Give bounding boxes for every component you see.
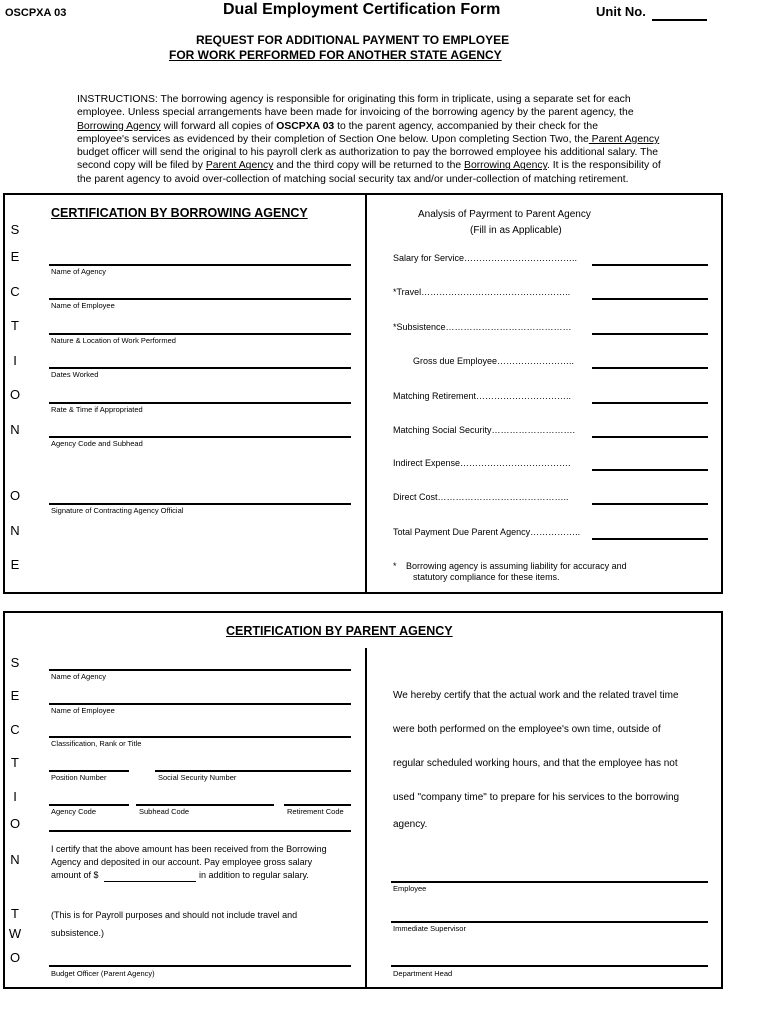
- analysis-subtitle: (Fill in as Applicable): [470, 225, 562, 236]
- section-two-letter: T: [11, 906, 19, 921]
- field-label: Subhead Code: [139, 807, 190, 816]
- dates-worked-field[interactable]: [49, 367, 351, 369]
- field-label: Dates Worked: [51, 370, 99, 379]
- analysis-item: *Travel…………………………………………..: [393, 287, 571, 297]
- agency-code-field[interactable]: [49, 804, 129, 806]
- subsistence-amount-field[interactable]: [592, 333, 708, 335]
- section-two-letter: I: [13, 789, 17, 804]
- payroll-note-2: subsistence.): [51, 928, 105, 938]
- section-two-letter: O: [9, 816, 21, 831]
- social-security-number-field[interactable]: [155, 770, 351, 772]
- section-one-divider: [365, 193, 367, 594]
- field-label: Agency Code and Subhead: [51, 439, 143, 448]
- total-payment-amount-field[interactable]: [592, 538, 708, 540]
- analysis-item: Salary for Service………………………………..: [393, 253, 578, 263]
- field-label: Nature & Location of Work Performed: [51, 336, 176, 345]
- field-label: Immediate Supervisor: [393, 924, 466, 933]
- form-title: Dual Employment Certification Form: [223, 1, 501, 18]
- section-one-letter: E: [10, 249, 20, 264]
- section-two-letter: N: [10, 852, 20, 867]
- position-number-field[interactable]: [49, 770, 129, 772]
- nature-location-field[interactable]: [49, 333, 351, 335]
- field-label: Name of Agency: [51, 672, 107, 681]
- field-label: Name of Employee: [51, 301, 115, 310]
- receipt-line-1: I certify that the above amount has been received from the Borrowing: [51, 844, 327, 854]
- section-one-letter: S: [10, 222, 20, 237]
- analysis-item: Matching Retirement…………………………..: [393, 391, 572, 401]
- gross-salary-amount-field[interactable]: [104, 881, 196, 882]
- field-label: Signature of Contracting Agency Official: [51, 506, 184, 515]
- analysis-item: Indirect Expense……………………………….: [393, 458, 571, 468]
- parent-employee-name-field[interactable]: [49, 703, 351, 705]
- parent-agency-ref: Parent Agency: [588, 133, 660, 145]
- section-one-letter: O: [9, 488, 21, 503]
- analysis-title: Analysis of Payrment to Parent Agency: [418, 209, 591, 220]
- receipt-line-3: in addition to regular salary.: [199, 870, 309, 880]
- section-one: [3, 193, 723, 594]
- subtitle-2: FOR WORK PERFORMED FOR ANOTHER STATE AGENCY: [169, 48, 502, 62]
- gross-due-amount-field[interactable]: [592, 367, 708, 369]
- subhead-code-field[interactable]: [136, 804, 274, 806]
- analysis-item: *Subsistence……………………………………: [393, 322, 572, 332]
- section-two-letter: T: [11, 755, 19, 770]
- section-two-letter: O: [9, 950, 21, 965]
- section-two-divider: [365, 648, 367, 989]
- analysis-item: Direct Cost……………………………………..: [393, 492, 569, 502]
- field-label: Agency Code: [51, 807, 97, 816]
- parent-agency-name-field[interactable]: [49, 669, 351, 671]
- analysis-item: Matching Social Security……………………….: [393, 425, 576, 435]
- indirect-expense-amount-field[interactable]: [592, 469, 708, 471]
- section-two-letter: W: [8, 926, 22, 941]
- section-one-letter: E: [10, 557, 20, 572]
- subtitle-1: REQUEST FOR ADDITIONAL PAYMENT TO EMPLOYEE: [196, 33, 510, 47]
- receipt-amount-label: amount of $: [51, 870, 99, 880]
- section-one-letter: C: [10, 284, 20, 299]
- field-label: Department Head: [393, 969, 453, 978]
- note-line-2: statutory compliance for these items.: [413, 572, 560, 582]
- section-one-letter: N: [10, 523, 20, 538]
- section-one-letter: O: [9, 387, 21, 402]
- section-two-heading: CERTIFICATION BY PARENT AGENCY: [226, 624, 453, 638]
- payroll-note-1: (This is for Payroll purposes and should not include travel and: [51, 910, 298, 920]
- section-one-letter: I: [13, 353, 17, 368]
- analysis-item: Total Payment Due Parent Agency……………..: [393, 527, 581, 537]
- travel-amount-field[interactable]: [592, 298, 708, 300]
- field-label: Rate & Time if Appropriated: [51, 405, 143, 414]
- section-one-heading: CERTIFICATION BY BORROWING AGENCY: [51, 206, 308, 220]
- field-label: Position Number: [51, 773, 107, 782]
- section-two-letter: S: [10, 655, 20, 670]
- note-asterisk: *: [393, 561, 397, 571]
- rate-time-field[interactable]: [49, 402, 351, 404]
- field-label: Name of Agency: [51, 267, 107, 276]
- field-label: Classification, Rank or Title: [51, 739, 142, 748]
- section-one-letter: T: [11, 318, 19, 333]
- budget-officer-signature-field[interactable]: [49, 965, 351, 967]
- matching-social-security-amount-field[interactable]: [592, 436, 708, 438]
- retirement-code-field[interactable]: [284, 804, 351, 806]
- field-label: Name of Employee: [51, 706, 115, 715]
- section-two-letter: E: [10, 688, 20, 703]
- agency-code-subhead-field[interactable]: [49, 436, 351, 438]
- contracting-official-signature-field[interactable]: [49, 503, 351, 505]
- form-code: OSCPXA 03: [5, 7, 67, 19]
- field-label: Employee: [393, 884, 427, 893]
- supervisor-signature-field[interactable]: [391, 921, 708, 923]
- receipt-line-2: Agency and deposited in our account. Pay employee gross salary: [51, 857, 313, 867]
- section-one-letter: N: [10, 422, 20, 437]
- salary-amount-field[interactable]: [592, 264, 708, 266]
- field-label: Social Security Number: [158, 773, 237, 782]
- field-label: Budget Officer (Parent Agency): [51, 969, 155, 978]
- name-of-employee-field[interactable]: [49, 298, 351, 300]
- note-line-1: Borrowing agency is assuming liability for accuracy and: [406, 561, 627, 571]
- section-two-letter: C: [10, 722, 20, 737]
- direct-cost-amount-field[interactable]: [592, 503, 708, 505]
- section-two-separator: [49, 830, 351, 832]
- borrowing-agency-ref: Borrowing Agency: [77, 120, 161, 132]
- employee-signature-field[interactable]: [391, 881, 708, 883]
- unit-no-label: Unit No.: [596, 4, 646, 19]
- classification-field[interactable]: [49, 736, 351, 738]
- instructions: INSTRUCTIONS: The borrowing agency is responsible for originating this form in triplicate, using a separate set for each employee. Unless special arrangements have been made for invoicing of the borrowing agency by the parent agency, the Borrowing Agency will forward all copies of OSCPXA 03 to the parent agency, accompanied by their check for the employee's services as evidenced by their completion of Section One below. Upon completing Section Two, the Parent Agency budget officer will send the original to his payroll clerk as authorization to pay the borrowed employee his additional salary. The second copy will be filed by Parent Agency and the third copy will be returned to the Borrowing Agency. It is the responsibility of the parent agency to avoid over-collection of matching social security tax and/or under-collection of matching retirement.: [77, 94, 661, 185]
- unit-no-field[interactable]: [652, 19, 707, 21]
- department-head-signature-field[interactable]: [391, 965, 708, 967]
- name-of-agency-field[interactable]: [49, 264, 351, 266]
- field-label: Retirement Code: [287, 807, 344, 816]
- matching-retirement-amount-field[interactable]: [592, 402, 708, 404]
- analysis-item: Gross due Employee……………………..: [413, 356, 575, 366]
